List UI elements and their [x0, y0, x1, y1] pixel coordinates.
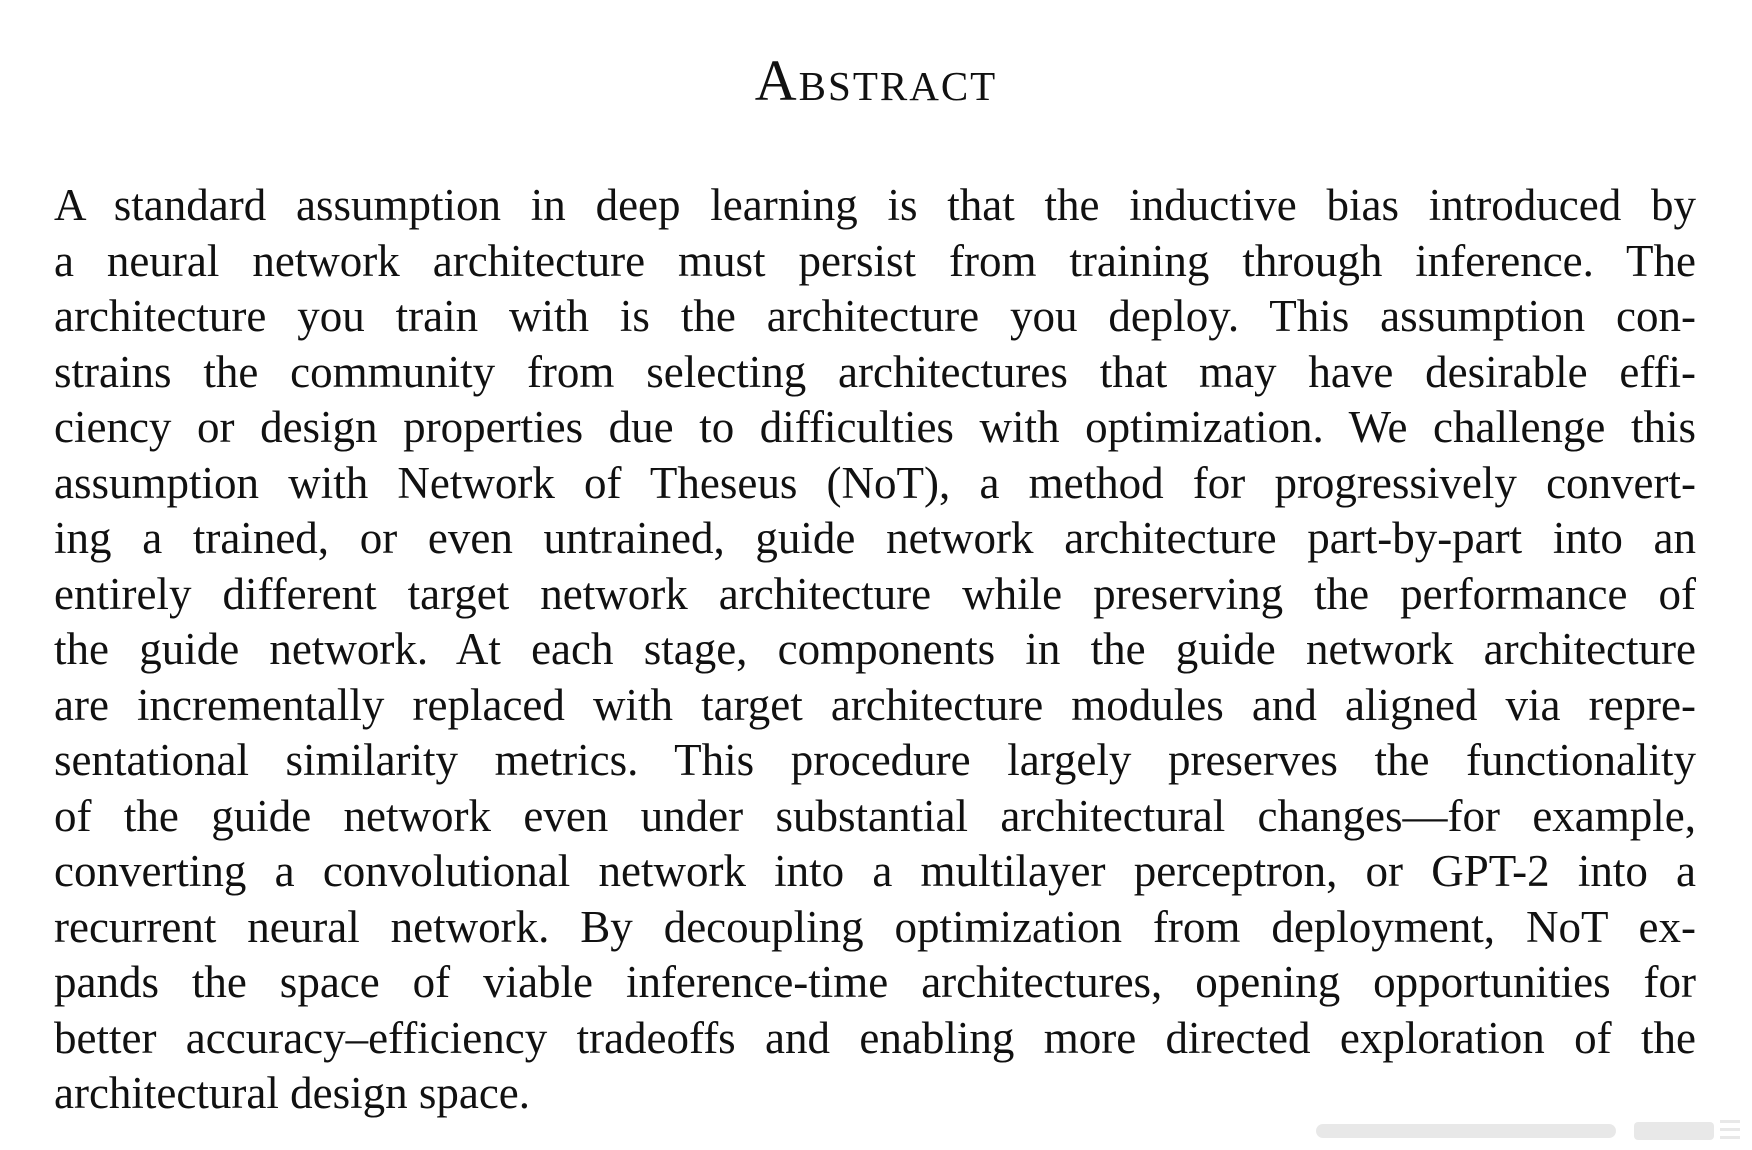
abstract-heading: Abstract	[754, 48, 998, 113]
abstract-line: architectural design space.	[54, 1068, 531, 1118]
abstract-line: recurrent neural network. By decoupling optimization from deployment, NoT ex-	[54, 901, 1696, 952]
abstract-line: sentational similarity metrics. This procedure largely preserves the functionality	[54, 735, 1696, 785]
abstract-body	[54, 178, 1696, 1122]
abstract-line: architecture you train with is the architecture you deploy. This assumption con-	[54, 291, 1696, 341]
abstract-line: converting a convolutional network into a multilayer perceptron, or GPT-2 into a	[54, 846, 1696, 896]
abstract-line: better accuracy–efficiency tradeoffs and enabling more directed exploration of the	[54, 1012, 1696, 1063]
abstract-line: a neural network architecture must persist from training through inference. The	[54, 235, 1696, 286]
abstract-line: of the guide network even under substantial architectural changes—for example,	[54, 790, 1696, 841]
abstract-line: entirely different target network architecture while preserving the performance of	[54, 568, 1696, 619]
abstract-line: A standard assumption in deep learning is that the inductive bias introduced by	[54, 180, 1696, 230]
abstract-line: the guide network. At each stage, components in the guide network architecture	[54, 624, 1696, 674]
abstract-line: ing a trained, or even untrained, guide network architecture part-by-part into an	[54, 513, 1696, 563]
abstract-line: pands the space of viable inference-time architectures, opening opportunities for	[54, 957, 1696, 1007]
abstract-line: ciency or design properties due to difficulties with optimization. We challenge this	[54, 402, 1696, 452]
abstract-line: strains the community from selecting architectures that may have desirable effi-	[54, 346, 1696, 397]
abstract-line: assumption with Network of Theseus (NoT), a method for progressively convert-	[54, 457, 1696, 508]
watermark-logo	[1314, 1116, 1744, 1144]
abstract-line: are incrementally replaced with target architecture modules and aligned via repre-	[54, 679, 1696, 730]
